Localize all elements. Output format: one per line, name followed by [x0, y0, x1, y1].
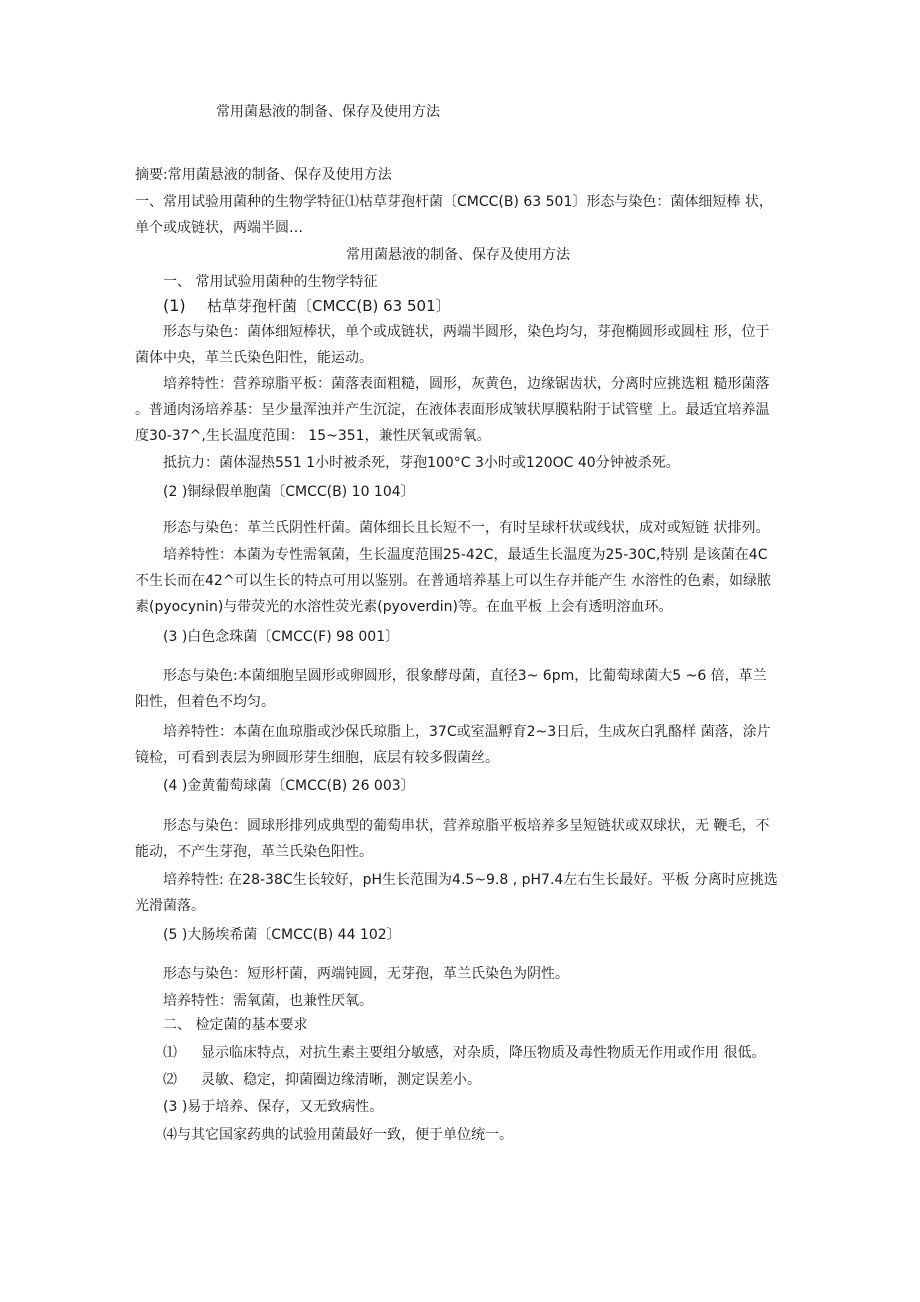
text-line: 阳性，但着色不均匀。 [135, 694, 275, 710]
text-line: 光滑菌落。 [135, 898, 205, 914]
requirement-number: ⑷ [163, 1127, 177, 1143]
paragraph-culture-2 [135, 542, 790, 620]
organism-heading-5: (5 )大肠埃希菌〔CMCC(B) 44 102〕 [163, 927, 401, 943]
section-heading-2: 二、 检定菌的基本要求 [163, 1017, 308, 1033]
text-line: 形态与染色:本菌细胞呈圆形或卵圆形，很象酵母菌，直径3~ 6pm，比葡萄球菌大5 ~6 倍，革兰 [163, 668, 767, 684]
text-line: 培养特性: 在28-38C生长较好，pH生长范围为4.5~9.8 , pH7.4左右生长最好。平板 分离时应挑选 [163, 872, 778, 888]
text-line: 形态与染色：圆球形排列成典型的葡萄串状，营养琼脂平板培养多呈短链状或双球状，无 鞭毛，不 [163, 818, 770, 834]
text-line: 镜检，可看到表层为卵圆形芽生细胞，底层有较多假菌丝。 [135, 750, 499, 766]
organism-name: 枯草芽孢杆菌〔CMCC(B) 63 501〕 [207, 297, 451, 315]
requirement-text: 易于培养、保存，又无致病性。 [187, 1099, 384, 1115]
requirement-number: ⑴ [163, 1045, 177, 1061]
requirement-item [163, 1125, 513, 1145]
requirement-item [163, 1070, 481, 1090]
document-title: 常用菌悬液的制备、保存及使用方法 [216, 104, 440, 120]
abstract-line-3: 单个或成链状，两端半圆… [135, 220, 303, 236]
paragraph-morphology-5: 形态与染色：短形杆菌，两端钝圆，无芽孢，革兰氏染色为阴性。 [163, 966, 569, 982]
organism-heading-1 [163, 296, 451, 316]
requirement-number: (3 ) [163, 1099, 188, 1115]
text-line: 形态与染色：菌体细短棒状，单个或成链状，两端半圆形，染色均匀，芽孢椭圆形或圆柱 形，位于 [163, 324, 770, 340]
text-line: 培养特性：营养琼脂平板：菌落表面粗糙，圆形，灰黄色，边缘锯齿状，分离时应挑选粗 糙形菌落 [163, 376, 770, 392]
text-line: 不生长而在42^可以生长的特点可用以鉴别。在普通培养基上可以生存并能产生 水溶性的色素，如绿脓 [135, 573, 771, 589]
text-line: 形态与染色：革兰氏阴性杆菌。菌体细长且长短不一，有时呈球杆状或线状，成对或短链 状排列。 [163, 520, 770, 536]
text-line: 培养特性：本菌为专性需氧菌，生长温度范围25-42C，最适生长温度为25-30C,特别 是该菌在4C [163, 547, 768, 563]
text-line: 度30-37^,生长温度范围： 15~351，兼性厌氧或需氧。 [135, 428, 491, 444]
requirement-text: 灵敏、稳定，抑菌圈边缘清晰，测定误差小。 [201, 1072, 481, 1088]
organism-heading-2: (2 )铜绿假单胞菌〔CMCC(B) 10 104〕 [163, 484, 415, 500]
paragraph-morphology-2 [135, 515, 790, 541]
organism-heading-4: (4 )金黄葡萄球菌〔CMCC(B) 26 003〕 [163, 778, 415, 794]
text-line: 培养特性：本菌在血琼脂或沙保氏琼脂上，37C或室温孵育2~3日后，生成灰白乳酪样 菌落，涂片 [163, 724, 771, 740]
organism-heading-3: (3 )白色念珠菌〔CMCC(F) 98 001〕 [163, 629, 400, 645]
requirement-number: ⑵ [163, 1072, 177, 1088]
requirement-item [163, 1097, 383, 1117]
paragraph-resistance-1: 抵抗力：菌体湿热551 1小时被杀死，芽孢100°C 3小时或120OC 40分钟被杀死。 [163, 455, 680, 471]
text-line: 菌体中央，革兰氏染色阳性，能运动。 [135, 350, 373, 366]
paragraph-culture-5: 培养特性：需氧菌，也兼性厌氧。 [163, 993, 373, 1009]
paragraph-morphology-3 [135, 663, 790, 715]
text-line: 素(pyocynin)与带荧光的水溶性荧光素(pyoverdin)等。在血平板 上会有透明溶血环。 [135, 599, 673, 615]
paragraph-culture-4 [135, 867, 790, 919]
paragraph-morphology-4 [135, 813, 790, 865]
requirement-text: 与其它国家药典的试验用菌最好一致，便于单位统一。 [177, 1127, 513, 1143]
paragraph-culture-1 [135, 371, 790, 449]
section-heading-1: 一、 常用试验用菌种的生物学特征 [163, 274, 378, 290]
paragraph-culture-3 [135, 719, 790, 771]
abstract-line-1: 摘要:常用菌悬液的制备、保存及使用方法 [135, 167, 392, 183]
requirement-text: 显示临床特点，对抗生素主要组分敏感，对杂质，降压物质及毒性物质无作用或作用 很低。 [201, 1045, 766, 1061]
abstract-line-2: 一、常用试验用菌种的生物学特征⑴枯草芽孢杆菌〔CMCC(B) 63 501〕形态与染色：菌体细短棒 状， [135, 194, 773, 210]
paragraph-morphology-1 [135, 319, 790, 371]
organism-number: (1) [163, 296, 186, 315]
requirement-item [163, 1043, 765, 1063]
article-title: 常用菌悬液的制备、保存及使用方法 [346, 247, 570, 263]
text-line: 能动，不产生芽孢，革兰氏染色阳性。 [135, 844, 373, 860]
text-line: 。普通肉汤培养基：呈少量浑浊并产生沉淀，在液体表面形成皱状厚膜粘附于试管壁 上。最适宜培养温 [135, 402, 770, 418]
